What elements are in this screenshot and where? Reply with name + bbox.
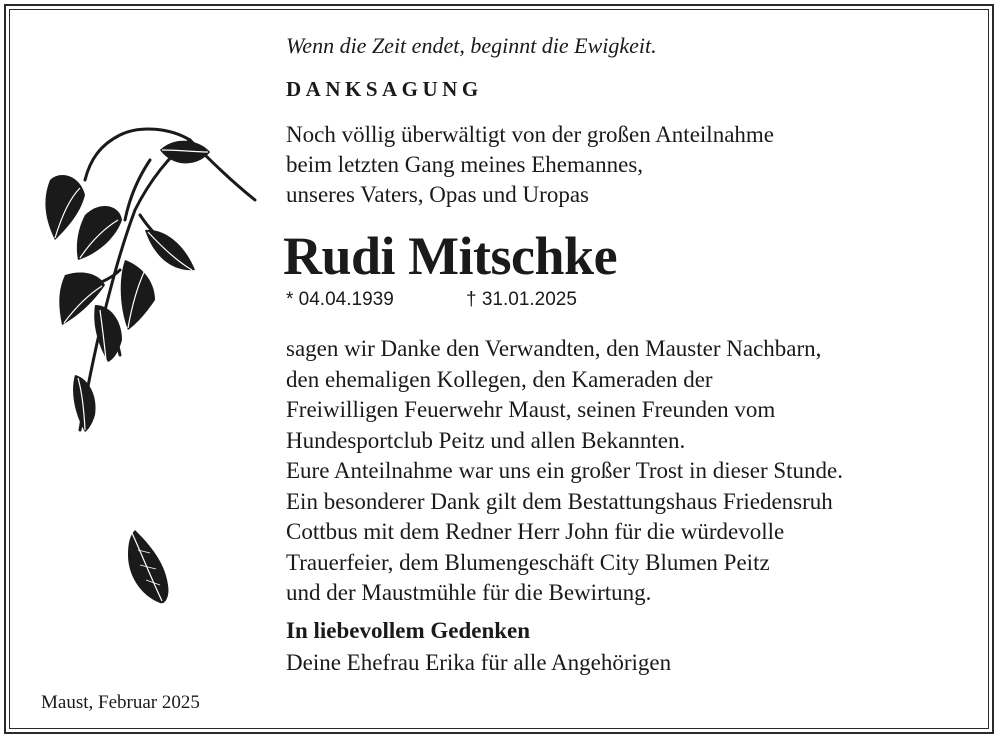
thanks-line: Trauerfeier, dem Blumengeschäft City Blumen Peitz: [286, 549, 770, 575]
thanks-line: Cottbus mit dem Redner Herr John für die würdevolle: [286, 519, 785, 544]
intro-line: Noch völlig überwältigt von der großen Anteilnahme: [286, 122, 774, 147]
thanks-line: Eure Anteilnahme war uns ein großer Trost in dieser Stunde.: [286, 458, 844, 483]
place-and-date: Maust, Februar 2025: [41, 692, 200, 713]
birth-date: * 04.04.1939: [286, 289, 394, 310]
thanks-line: und der Maustmühle für die Bewirtung.: [286, 580, 652, 605]
thanks-line: sagen wir Danke den Verwandten, den Mauster Nachbarn,: [286, 336, 822, 361]
life-dates: [286, 289, 577, 311]
closing-remembrance: In liebevollem Gedenken: [286, 618, 531, 643]
heading-danksagung: DANKSAGUNG: [286, 77, 483, 101]
death-date: † 31.01.2025: [466, 289, 577, 310]
closing-signature: Deine Ehefrau Erika für alle Angehörigen: [286, 650, 672, 675]
thanks-line: Ein besonderer Dank gilt dem Bestattungshaus Friedensruh: [286, 488, 833, 514]
intro-line: beim letzten Gang meines Ehemannes,: [286, 152, 644, 177]
leafy-branch-icon: [40, 120, 260, 440]
thanks-line: den ehemaligen Kollegen, den Kameraden der: [286, 366, 713, 392]
intro-line: unseres Vaters, Opas und Uropas: [286, 182, 589, 207]
thanks-line: Freiwilligen Feuerwehr Maust, seinen Freunden vom: [286, 397, 776, 422]
intro-text: [286, 120, 774, 210]
thanks-text: [286, 334, 966, 609]
falling-leaf-icon: [120, 525, 180, 610]
deceased-name: Rudi Mitschke: [283, 226, 618, 286]
motto: Wenn die Zeit endet, beginnt die Ewigkeit.: [286, 33, 657, 58]
thanks-line: Hundesportclub Peitz und allen Bekannten.: [286, 427, 686, 453]
